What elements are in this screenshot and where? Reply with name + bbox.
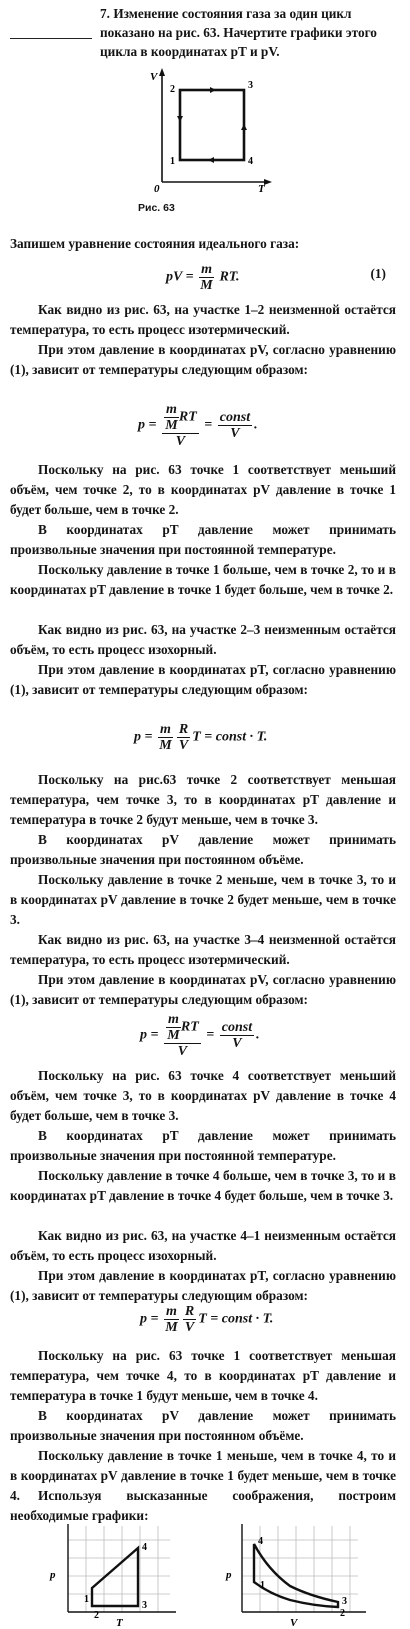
paragraph-19: В координатах pV давление может принимать произвольные значения при постоянном объёме. <box>10 1408 396 1443</box>
problem-number: 7. <box>100 6 110 21</box>
paragraph-14: В координатах pT давление может принимать произвольные значения при постоянной температуре. <box>10 1128 396 1163</box>
pT-y-label: p <box>50 1569 56 1581</box>
v-axis-arrow <box>159 68 165 76</box>
pV-point-3: 3 <box>342 1596 347 1607</box>
paragraph-6: Как видно из рис. 63, на участке 2–3 неизменным остаётся объём, то есть процесс изохорный. <box>10 622 396 657</box>
pV-x-label: V <box>290 1617 298 1629</box>
fig63-point-3: 3 <box>248 80 253 91</box>
arrow-1-2 <box>177 116 183 122</box>
fig63-origin: 0 <box>154 183 160 195</box>
pV-y-label: p <box>226 1569 232 1581</box>
equation-1-number: (1) <box>370 266 386 281</box>
intro-text: Запишем уравнение состояния идеального газа: <box>10 236 300 251</box>
pT-cycle <box>92 1548 138 1606</box>
arrow-3-4 <box>241 124 247 130</box>
pT-x-label: T <box>116 1617 123 1629</box>
problem-text: Изменение состояния газа за один цикл показано на рис. 63. Начертите графики этого цикла в координатах pT и pV. <box>100 6 377 59</box>
cycle-rectangle <box>180 90 244 160</box>
paragraph-1: Как видно из рис. 63, на участке 1–2 неизменной остаётся температура, то есть процесс изотермический. <box>10 302 396 337</box>
pT-point-3: 3 <box>142 1600 147 1611</box>
paragraph-13: Поскольку на рис. 63 точке 4 соответствует меньший объём, чем точке 3, то в координатах pV давление в точке 4 будет больше, чем в точке 3. <box>10 1068 396 1123</box>
pV-point-1: 1 <box>260 1580 265 1591</box>
fig63-point-1: 1 <box>170 156 175 167</box>
paragraph-3: Поскольку на рис. 63 точке 1 соответствует меньший объём, чем точке 2, то в координатах pV давление в точке 1 будет больше, чем в точке 2. <box>10 462 396 517</box>
problem-statement <box>100 4 400 61</box>
formula-isotherm-2: p = $\frac{m}{M}$ RT V = $\frac{\text{const}}{V}$ . <box>140 1012 260 1059</box>
arrow-4-1 <box>208 157 214 163</box>
paragraph-18: Поскольку на рис. 63 точке 1 соответствует меньшая температура, чем точке 4, то в координатах pT давление и температура в точке 1 будут меньше, чем в точке 4. <box>10 1348 396 1403</box>
paragraph-15: Поскольку давление в точке 4 больше, чем в точке 3, то и в координатах pT давление в точке 4 будет больше, чем в точке 3. <box>10 1168 396 1203</box>
paragraph-8: Поскольку на рис.63 точке 2 соответствует меньшая температура, чем точке 3, то в координатах pT давление и температура в точке 2 будут меньше, чем в точке 3. <box>10 772 396 827</box>
header-rule <box>10 38 92 39</box>
fig63-point-4: 4 <box>248 156 253 167</box>
fig63-point-2: 2 <box>170 84 175 95</box>
pV-point-4: 4 <box>258 1536 263 1547</box>
fig63-x-label: T <box>258 183 265 195</box>
paragraph-12: При этом давление в координатах pV, согласно уравнению (1), зависит от температуры следующим образом: <box>10 972 396 1007</box>
paragraph-2: При этом давление в координатах pV, согласно уравнению (1), зависит от температуры следующим образом: <box>10 342 396 377</box>
paragraph-20: Поскольку давление в точке 1 меньше, чем в точке 4, то и в координатах pV давление в точке 1 будет меньше, чем в точке 4. <box>10 1448 396 1503</box>
paragraph-21: Используя высказанные соображения, построим необходимые графики: <box>10 1488 396 1523</box>
paragraph-9: В координатах pV давление может принимать произвольные значения при постоянном объёме. <box>10 832 396 867</box>
pT-point-2: 2 <box>94 1610 99 1621</box>
equation-1: pV = $\frac{m}{M}$ RT. <box>166 262 240 293</box>
graph-pT <box>30 1520 180 1629</box>
paragraph-10: Поскольку давление в точке 2 меньше, чем в точке 3, то и в координатах pV давление в точке 2 будет меньше, чем в точке 3. <box>10 872 396 927</box>
paragraph-4: В координатах pT давление может принимать произвольные значения при постоянной температуре. <box>10 522 396 557</box>
formula-isochore-2: p = $\frac{m}{M}$ $\frac{R}{V}$ T = const · T. <box>140 1304 274 1335</box>
formula-isotherm-1: p = $\frac{m}{M}$ RT V = $\frac{\text{const}}{V}$ . <box>138 402 258 449</box>
formula-isochore-1: p = $\frac{m}{M}$ $\frac{R}{V}$ T = const · T. <box>134 722 268 753</box>
arrow-2-3 <box>210 87 216 93</box>
graph-pV <box>210 1520 370 1629</box>
paragraph-16: Как видно из рис. 63, на участке 4–1 неизменным остаётся объём, то есть процесс изохорный. <box>10 1228 396 1263</box>
paragraph-11: Как видно из рис. 63, на участке 3–4 неизменной остаётся температура, то есть процесс изотермический. <box>10 932 396 967</box>
paragraph-7: При этом давление в координатах pT, согласно уравнению (1), зависит от температуры следующим образом: <box>10 662 396 697</box>
paragraph-17: При этом давление в координатах pT, согласно уравнению (1), зависит от температуры следующим образом: <box>10 1268 396 1303</box>
pT-point-1: 1 <box>84 1594 89 1605</box>
figure-63-vt-diagram <box>140 64 280 200</box>
figure-63-caption: Рис. 63 <box>138 202 175 214</box>
fig63-y-label: V <box>150 71 158 83</box>
paragraph-5: Поскольку давление в точке 1 больше, чем в точке 2, то и в координатах pT давление в точке 1 будет больше, чем в точке 2. <box>10 562 396 597</box>
pV-point-2: 2 <box>340 1608 345 1619</box>
pT-point-4: 4 <box>142 1542 147 1553</box>
t-axis-arrow <box>264 179 272 185</box>
